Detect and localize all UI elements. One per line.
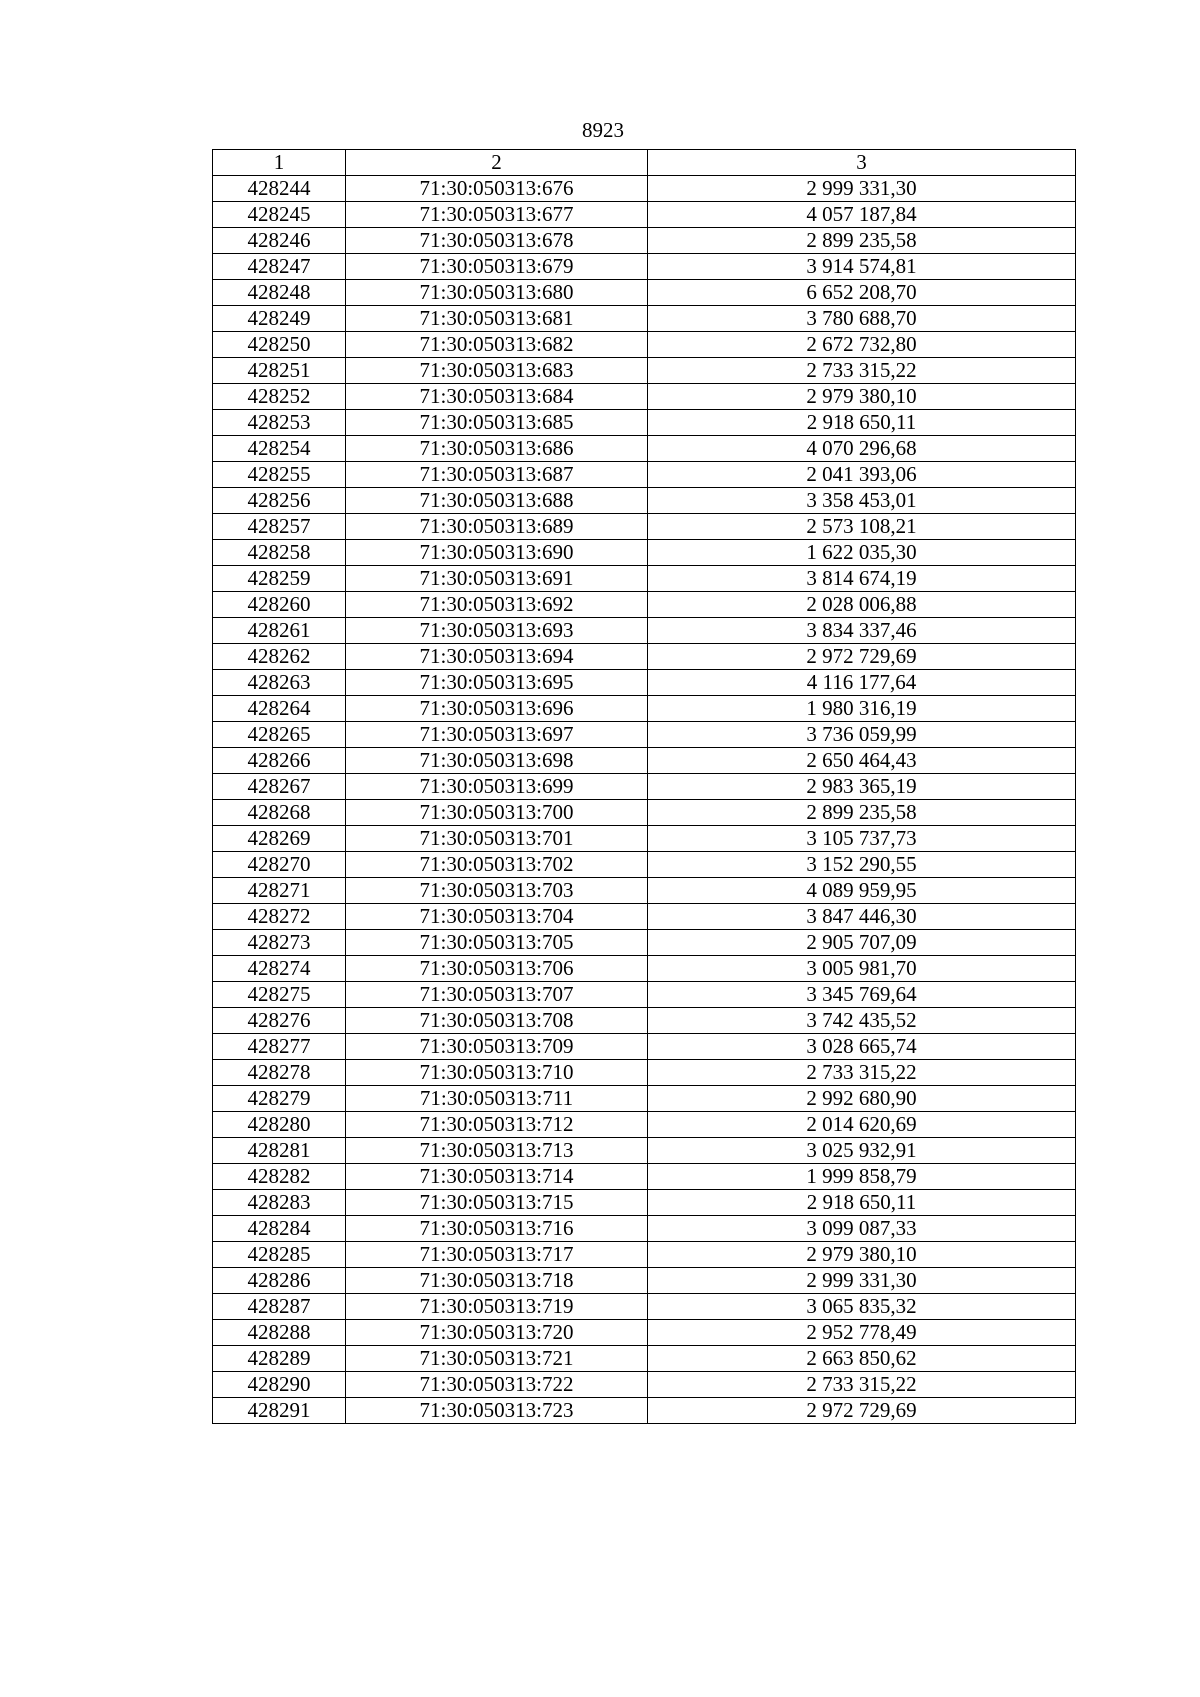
cell-number: 428260: [213, 592, 346, 618]
table-row: [213, 254, 1076, 280]
cell-value: 2 999 331,30: [648, 176, 1076, 202]
cell-value: 3 736 059,99: [648, 722, 1076, 748]
cell-cadastral-number: 71:30:050313:690: [346, 540, 648, 566]
cell-number: 428287: [213, 1294, 346, 1320]
cell-value: 3 099 087,33: [648, 1216, 1076, 1242]
table-row: [213, 644, 1076, 670]
table-row: [213, 384, 1076, 410]
table-row: [213, 1346, 1076, 1372]
cell-value: 2 650 464,43: [648, 748, 1076, 774]
cell-cadastral-number: 71:30:050313:713: [346, 1138, 648, 1164]
cell-number: 428244: [213, 176, 346, 202]
cell-cadastral-number: 71:30:050313:718: [346, 1268, 648, 1294]
cell-value: 2 733 315,22: [648, 1060, 1076, 1086]
cell-number: 428284: [213, 1216, 346, 1242]
table-row: [213, 1242, 1076, 1268]
cell-cadastral-number: 71:30:050313:707: [346, 982, 648, 1008]
cell-number: 428251: [213, 358, 346, 384]
table-row: [213, 332, 1076, 358]
cell-number: 428258: [213, 540, 346, 566]
cell-number: 428268: [213, 800, 346, 826]
cell-number: 428250: [213, 332, 346, 358]
table-row: [213, 540, 1076, 566]
cell-cadastral-number: 71:30:050313:717: [346, 1242, 648, 1268]
cell-number: 428271: [213, 878, 346, 904]
column-header-1: 1: [213, 150, 346, 176]
cell-value: 2 905 707,09: [648, 930, 1076, 956]
cell-number: 428253: [213, 410, 346, 436]
cell-cadastral-number: 71:30:050313:710: [346, 1060, 648, 1086]
cell-value: 4 070 296,68: [648, 436, 1076, 462]
cell-cadastral-number: 71:30:050313:715: [346, 1190, 648, 1216]
cell-value: 2 992 680,90: [648, 1086, 1076, 1112]
table-row: [213, 566, 1076, 592]
cell-cadastral-number: 71:30:050313:716: [346, 1216, 648, 1242]
cell-cadastral-number: 71:30:050313:679: [346, 254, 648, 280]
cell-value: 3 345 769,64: [648, 982, 1076, 1008]
table-row: [213, 1372, 1076, 1398]
cell-value: 3 834 337,46: [648, 618, 1076, 644]
cell-number: 428289: [213, 1346, 346, 1372]
cell-cadastral-number: 71:30:050313:687: [346, 462, 648, 488]
cell-cadastral-number: 71:30:050313:699: [346, 774, 648, 800]
cell-cadastral-number: 71:30:050313:723: [346, 1398, 648, 1424]
cell-number: 428257: [213, 514, 346, 540]
cell-number: 428286: [213, 1268, 346, 1294]
table-row: [213, 800, 1076, 826]
cell-cadastral-number: 71:30:050313:696: [346, 696, 648, 722]
cell-cadastral-number: 71:30:050313:698: [346, 748, 648, 774]
cell-number: 428272: [213, 904, 346, 930]
cell-value: 2 952 778,49: [648, 1320, 1076, 1346]
cell-number: 428263: [213, 670, 346, 696]
cell-value: 2 041 393,06: [648, 462, 1076, 488]
cell-cadastral-number: 71:30:050313:697: [346, 722, 648, 748]
data-table: [212, 149, 1076, 1424]
cell-number: 428255: [213, 462, 346, 488]
cell-value: 3 914 574,81: [648, 254, 1076, 280]
cell-number: 428264: [213, 696, 346, 722]
table-row: [213, 878, 1076, 904]
cell-number: 428266: [213, 748, 346, 774]
cell-number: 428247: [213, 254, 346, 280]
cell-cadastral-number: 71:30:050313:704: [346, 904, 648, 930]
cell-number: 428280: [213, 1112, 346, 1138]
cell-number: 428288: [213, 1320, 346, 1346]
cell-number: 428249: [213, 306, 346, 332]
cell-cadastral-number: 71:30:050313:709: [346, 1034, 648, 1060]
table-row: [213, 1086, 1076, 1112]
cell-value: 3 028 665,74: [648, 1034, 1076, 1060]
cell-cadastral-number: 71:30:050313:680: [346, 280, 648, 306]
cell-value: 2 979 380,10: [648, 1242, 1076, 1268]
cell-value: 2 014 620,69: [648, 1112, 1076, 1138]
cell-number: 428274: [213, 956, 346, 982]
cell-number: 428275: [213, 982, 346, 1008]
cell-cadastral-number: 71:30:050313:685: [346, 410, 648, 436]
cell-cadastral-number: 71:30:050313:701: [346, 826, 648, 852]
cell-value: 2 663 850,62: [648, 1346, 1076, 1372]
cell-number: 428270: [213, 852, 346, 878]
table-row: [213, 1008, 1076, 1034]
cell-value: 4 116 177,64: [648, 670, 1076, 696]
cell-value: 3 814 674,19: [648, 566, 1076, 592]
cell-value: 2 573 108,21: [648, 514, 1076, 540]
cell-value: 2 999 331,30: [648, 1268, 1076, 1294]
table-row: [213, 670, 1076, 696]
table-row: [213, 904, 1076, 930]
cell-cadastral-number: 71:30:050313:714: [346, 1164, 648, 1190]
cell-cadastral-number: 71:30:050313:688: [346, 488, 648, 514]
cell-cadastral-number: 71:30:050313:684: [346, 384, 648, 410]
table-row: [213, 228, 1076, 254]
table-row: [213, 358, 1076, 384]
cell-number: 428262: [213, 644, 346, 670]
cell-cadastral-number: 71:30:050313:712: [346, 1112, 648, 1138]
cell-cadastral-number: 71:30:050313:677: [346, 202, 648, 228]
cell-cadastral-number: 71:30:050313:711: [346, 1086, 648, 1112]
cell-value: 2 733 315,22: [648, 358, 1076, 384]
table-row: [213, 826, 1076, 852]
cell-value: 2 918 650,11: [648, 1190, 1076, 1216]
cell-value: 2 972 729,69: [648, 1398, 1076, 1424]
cell-cadastral-number: 71:30:050313:683: [346, 358, 648, 384]
cell-number: 428282: [213, 1164, 346, 1190]
table-row: [213, 748, 1076, 774]
cell-cadastral-number: 71:30:050313:693: [346, 618, 648, 644]
cell-cadastral-number: 71:30:050313:676: [346, 176, 648, 202]
cell-value: 3 025 932,91: [648, 1138, 1076, 1164]
cell-value: 1 622 035,30: [648, 540, 1076, 566]
table-row: [213, 592, 1076, 618]
cell-value: 4 057 187,84: [648, 202, 1076, 228]
cell-value: 6 652 208,70: [648, 280, 1076, 306]
table-row: [213, 1112, 1076, 1138]
cell-cadastral-number: 71:30:050313:681: [346, 306, 648, 332]
table-body: [213, 176, 1076, 1424]
cell-number: 428273: [213, 930, 346, 956]
cell-value: 2 918 650,11: [648, 410, 1076, 436]
cell-number: 428279: [213, 1086, 346, 1112]
table-row: [213, 1398, 1076, 1424]
table-row: [213, 1164, 1076, 1190]
table-row: [213, 280, 1076, 306]
cell-value: 2 028 006,88: [648, 592, 1076, 618]
cell-value: 2 972 729,69: [648, 644, 1076, 670]
cell-cadastral-number: 71:30:050313:722: [346, 1372, 648, 1398]
cell-number: 428283: [213, 1190, 346, 1216]
table-row: [213, 982, 1076, 1008]
cell-value: 3 152 290,55: [648, 852, 1076, 878]
cell-cadastral-number: 71:30:050313:708: [346, 1008, 648, 1034]
cell-number: 428291: [213, 1398, 346, 1424]
cell-number: 428285: [213, 1242, 346, 1268]
cell-cadastral-number: 71:30:050313:705: [346, 930, 648, 956]
cell-value: 3 742 435,52: [648, 1008, 1076, 1034]
table-row: [213, 956, 1076, 982]
cell-number: 428267: [213, 774, 346, 800]
cell-cadastral-number: 71:30:050313:700: [346, 800, 648, 826]
cell-cadastral-number: 71:30:050313:703: [346, 878, 648, 904]
column-header-2: 2: [346, 150, 648, 176]
cell-number: 428254: [213, 436, 346, 462]
cell-value: 2 979 380,10: [648, 384, 1076, 410]
cell-number: 428248: [213, 280, 346, 306]
cell-value: 3 780 688,70: [648, 306, 1076, 332]
table-row: [213, 852, 1076, 878]
cell-number: 428290: [213, 1372, 346, 1398]
table-row: [213, 1034, 1076, 1060]
table-row: [213, 1294, 1076, 1320]
cell-cadastral-number: 71:30:050313:692: [346, 592, 648, 618]
cell-cadastral-number: 71:30:050313:721: [346, 1346, 648, 1372]
cell-cadastral-number: 71:30:050313:686: [346, 436, 648, 462]
table-row: [213, 618, 1076, 644]
table-row: [213, 1268, 1076, 1294]
cell-number: 428256: [213, 488, 346, 514]
cell-number: 428259: [213, 566, 346, 592]
table-row: [213, 514, 1076, 540]
cell-value: 2 983 365,19: [648, 774, 1076, 800]
table-row: [213, 176, 1076, 202]
cell-value: 2 672 732,80: [648, 332, 1076, 358]
cell-value: 3 005 981,70: [648, 956, 1076, 982]
cell-cadastral-number: 71:30:050313:691: [346, 566, 648, 592]
table-row: [213, 436, 1076, 462]
cell-cadastral-number: 71:30:050313:694: [346, 644, 648, 670]
cell-value: 3 065 835,32: [648, 1294, 1076, 1320]
table-row: [213, 1190, 1076, 1216]
table-row: [213, 722, 1076, 748]
cell-value: 3 847 446,30: [648, 904, 1076, 930]
table-row: [213, 1320, 1076, 1346]
cell-number: 428277: [213, 1034, 346, 1060]
cell-value: 1 980 316,19: [648, 696, 1076, 722]
page-number: 8923: [582, 118, 624, 142]
cell-number: 428245: [213, 202, 346, 228]
table-row: [213, 488, 1076, 514]
table-row: [213, 1216, 1076, 1242]
cell-number: 428252: [213, 384, 346, 410]
table-row: [213, 462, 1076, 488]
table-header-row: [213, 150, 1076, 176]
column-header-3: 3: [648, 150, 1076, 176]
cell-number: 428265: [213, 722, 346, 748]
cell-value: 2 899 235,58: [648, 800, 1076, 826]
table-row: [213, 774, 1076, 800]
cell-value: 2 733 315,22: [648, 1372, 1076, 1398]
cell-cadastral-number: 71:30:050313:689: [346, 514, 648, 540]
cell-cadastral-number: 71:30:050313:720: [346, 1320, 648, 1346]
table-row: [213, 1138, 1076, 1164]
table-row: [213, 306, 1076, 332]
table-row: [213, 202, 1076, 228]
cell-cadastral-number: 71:30:050313:702: [346, 852, 648, 878]
cell-value: 1 999 858,79: [648, 1164, 1076, 1190]
table-row: [213, 696, 1076, 722]
cell-value: 3 105 737,73: [648, 826, 1076, 852]
cell-cadastral-number: 71:30:050313:695: [346, 670, 648, 696]
cell-cadastral-number: 71:30:050313:678: [346, 228, 648, 254]
table-row: [213, 1060, 1076, 1086]
cell-number: 428276: [213, 1008, 346, 1034]
table-row: [213, 930, 1076, 956]
cell-number: 428281: [213, 1138, 346, 1164]
cell-number: 428269: [213, 826, 346, 852]
cell-value: 2 899 235,58: [648, 228, 1076, 254]
cell-value: 4 089 959,95: [648, 878, 1076, 904]
cell-number: 428246: [213, 228, 346, 254]
cell-number: 428261: [213, 618, 346, 644]
cell-cadastral-number: 71:30:050313:682: [346, 332, 648, 358]
cell-cadastral-number: 71:30:050313:706: [346, 956, 648, 982]
cell-number: 428278: [213, 1060, 346, 1086]
cell-value: 3 358 453,01: [648, 488, 1076, 514]
cell-cadastral-number: 71:30:050313:719: [346, 1294, 648, 1320]
table-row: [213, 410, 1076, 436]
